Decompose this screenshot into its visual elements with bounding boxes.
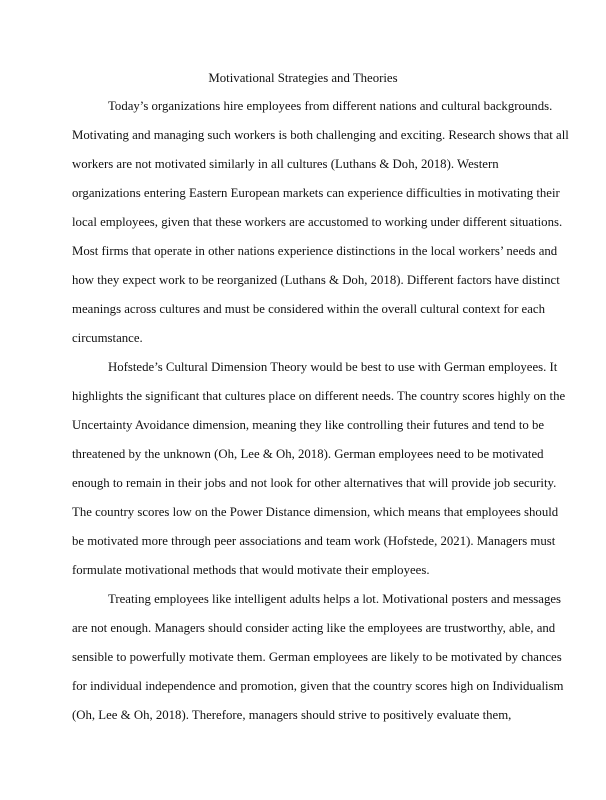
paragraph-2-line-3: Uncertainty Avoidance dimension, meaning they like controlling their futures and tend to be <box>72 418 545 432</box>
paragraph-1-line-6: Most firms that operate in other nations experience distinctions in the local workers’ needs and <box>72 244 558 258</box>
paragraph-1-line-7: how they expect work to be reorganized (Luthans & Doh, 2018). Different factors have distinct <box>72 273 560 287</box>
paragraph-3-line-5: (Oh, Lee & Oh, 2018). Therefore, managers should strive to positively evaluate them, <box>72 708 512 722</box>
paragraph-2-line-4: threatened by the unknown (Oh, Lee & Oh, 2018). German employees need to be motivated <box>72 447 544 461</box>
paragraph-1-line-8: meanings across cultures and must be considered within the overall cultural context for each <box>72 302 545 316</box>
paragraph-2-line-6: The country scores low on the Power Distance dimension, which means that employees should <box>72 505 559 519</box>
paragraph-3-line-4: for individual independence and promotion, given that the country scores high on Individualism <box>72 679 564 693</box>
paragraph-3-line-3: sensible to powerfully motivate them. German employees are likely to be motivated by chances <box>72 650 562 664</box>
paragraph-3-line-2: are not enough. Managers should consider acting like the employees are trustworthy, able, and <box>72 621 556 635</box>
paragraph-2-line-2: highlights the significant that cultures place on different needs. The country scores highly on the <box>72 389 566 403</box>
paragraph-2-line-5: enough to remain in their jobs and not look for other alternatives that will provide job security. <box>72 476 557 490</box>
paragraph-2-line-1: Hofstede’s Cultural Dimension Theory would be best to use with German employees. It <box>108 360 558 374</box>
paragraph-1-line-3: workers are not motivated similarly in all cultures (Luthans & Doh, 2018). Western <box>72 157 499 171</box>
paragraph-1-line-2: Motivating and managing such workers is both challenging and exciting. Research shows that all <box>72 128 569 142</box>
paragraph-1-line-9: circumstance. <box>72 331 143 345</box>
paragraph-2-line-8: formulate motivational methods that would motivate their employees. <box>72 563 430 577</box>
paragraph-1-line-5: local employees, given that these workers are accustomed to working under different situations. <box>72 215 563 229</box>
document-title: Motivational Strategies and Theories <box>208 71 398 85</box>
paragraph-1-line-1: Today’s organizations hire employees from different nations and cultural backgrounds. <box>108 99 553 113</box>
paragraph-2-line-7: be motivated more through peer associations and team work (Hofstede, 2021). Managers must <box>72 534 556 548</box>
paragraph-3-line-1: Treating employees like intelligent adults helps a lot. Motivational posters and messages <box>108 592 562 606</box>
paragraph-1-line-4: organizations entering Eastern European markets can experience difficulties in motivating their <box>72 186 560 200</box>
